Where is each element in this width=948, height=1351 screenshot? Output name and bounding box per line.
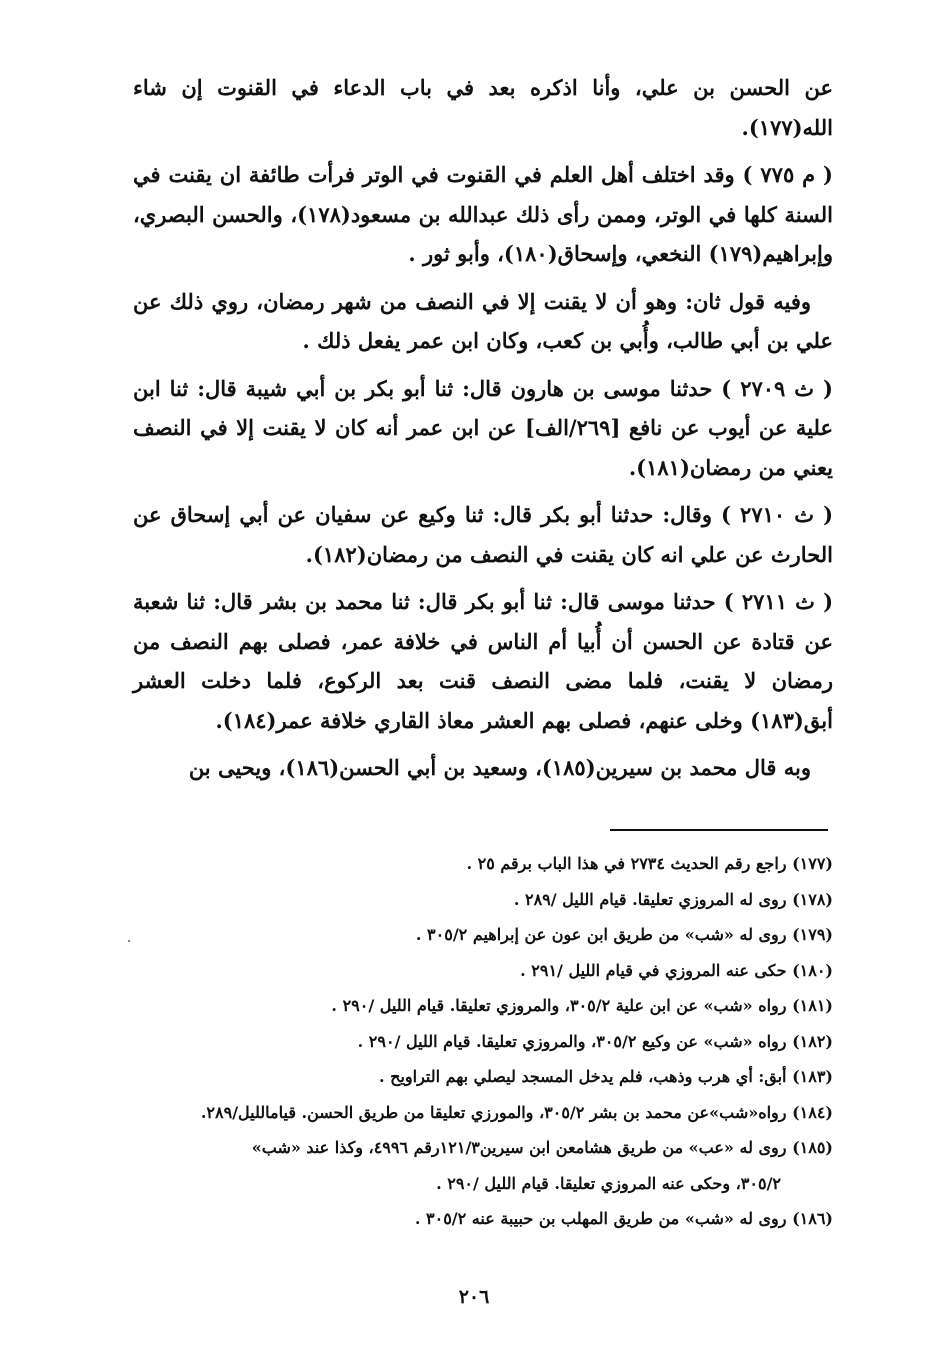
footnote-divider [610, 829, 828, 831]
footnotes-block [133, 846, 833, 1237]
body-paragraph-7: وبه قال محمد بن سيرين(١٨٥)، وسعيد بن أبي الحسن(١٨٦)، ويحيى بن [188, 755, 811, 780]
body-paragraph-4: ( ث ٢٧٠٩ ) حدثنا موسى بن هارون قال: ثنا أبو بكر بن أبي شيبة قال: ثنا ابن علية عن أيوب عن نافع [٢٦٩/الف] عن ابن عمر أنه كان لا يقنت إلا في النصف يعني من رمضان(١٨١). [133, 375, 834, 480]
footnote-184: (١٨٤) رواه«شب»عن محمد بن بشر ٣٠٥/٢، والمورزي تعليقا من طريق الحسن. قيامالليل/٢٨٩. [200, 1102, 833, 1122]
footnote-185: (١٨٥) روى له «عب» من طريق هشامعن ابن سيرين١٢١/٣رقم ٤٩٩٦، وكذا عند «شب» [251, 1138, 833, 1157]
footnote-183: (١٨٣) أبق: أي هرب وذهب، فلم يدخل المسجد ليصلي بهم التراويح . [378, 1067, 833, 1086]
scan-dot [128, 940, 130, 942]
page-number: ٢٠٦ [458, 1286, 490, 1308]
body-paragraph-6: ( ث ٢٧١١ ) حدثنا موسى قال: ثنا أبو بكر قال: ثنا محمد بن بشر قال: ثنا شعبة عن قتادة عن الحسن أن أُبيا أم الناس في خلافة عمر، فصلى بهم النصف من رمضان لا يقنت، فلما مضى النصف قنت بعد الركوع، فلما دخلت العشر أبق(١٨٣) وخلى عنهم، فصلى بهم العشر معاذ القاري خلافة عمر(١٨٤). [133, 589, 834, 733]
footnote-180: (١٨٠) حكى عنه المروزي في قيام الليل /٢٩١ . [520, 960, 833, 980]
footnote-182: (١٨٢) رواه «شب» عن وكيع ٣٠٥/٢، والمروزي تعليقا. قيام الليل /٢٩٠ . [357, 1031, 833, 1051]
footnote-181: (١٨١) رواه «شب» عن ابن علية ٣٠٥/٢، والمروزي تعليقا. قيام الليل /٢٩٠ . [331, 996, 833, 1015]
body-paragraph-1: عن الحسن بن علي، وأنا اذكره بعد في باب الدعاء في القنوت إن شاء الله(١٧٧). [133, 75, 833, 140]
footnote-177: (١٧٧) راجع رقم الحديث ٢٧٣٤ في هذا الباب برقم ٢٥ . [466, 854, 833, 873]
footnote-186: (١٨٦) روى له «شب» من طريق المهلب بن حبيبة عنه ٣٠٥/٢ . [414, 1209, 833, 1228]
main-text-block [133, 68, 833, 796]
footnote-179: (١٧٩) روى له «شب» من طريق ابن عون عن إبراهيم ٣٠٥/٢ . [415, 925, 833, 944]
body-paragraph-3: وفيه قول ثان: وهو أن لا يقنت إلا في النصف من شهر رمضان، روي ذلك عن علي بن أبي طالب، وأُبي بن كعب، وكان ابن عمر يفعل ذلك . [133, 288, 833, 353]
footnote-185-continuation: ٣٠٥/٢، وحكى عنه المروزي تعليقا. قيام الليل /٢٩٠ . [436, 1173, 781, 1193]
body-paragraph-2: ( م ٧٧٥ ) وقد اختلف أهل العلم في القنوت في الوتر فرأت طائفة ان يقنت في السنة كلها في الوتر، وممن رأى ذلك عبدالله بن مسعود(١٧٨)، والحسن البصري، وإبراهيم(١٧٩) النخعي، وإسحاق(١٨٠)، وأبو ثور . [133, 162, 834, 266]
body-paragraph-5: ( ث ٢٧١٠ ) وقال: حدثنا أبو بكر قال: ثنا وكيع عن سفيان عن أبي إسحاق عن الحارث عن علي انه كان يقنت في النصف من رمضان(١٨٢). [133, 502, 834, 567]
footnote-178: (١٧٨) روى له المروزي تعليقا. قيام الليل /٢٨٩ . [513, 889, 833, 909]
